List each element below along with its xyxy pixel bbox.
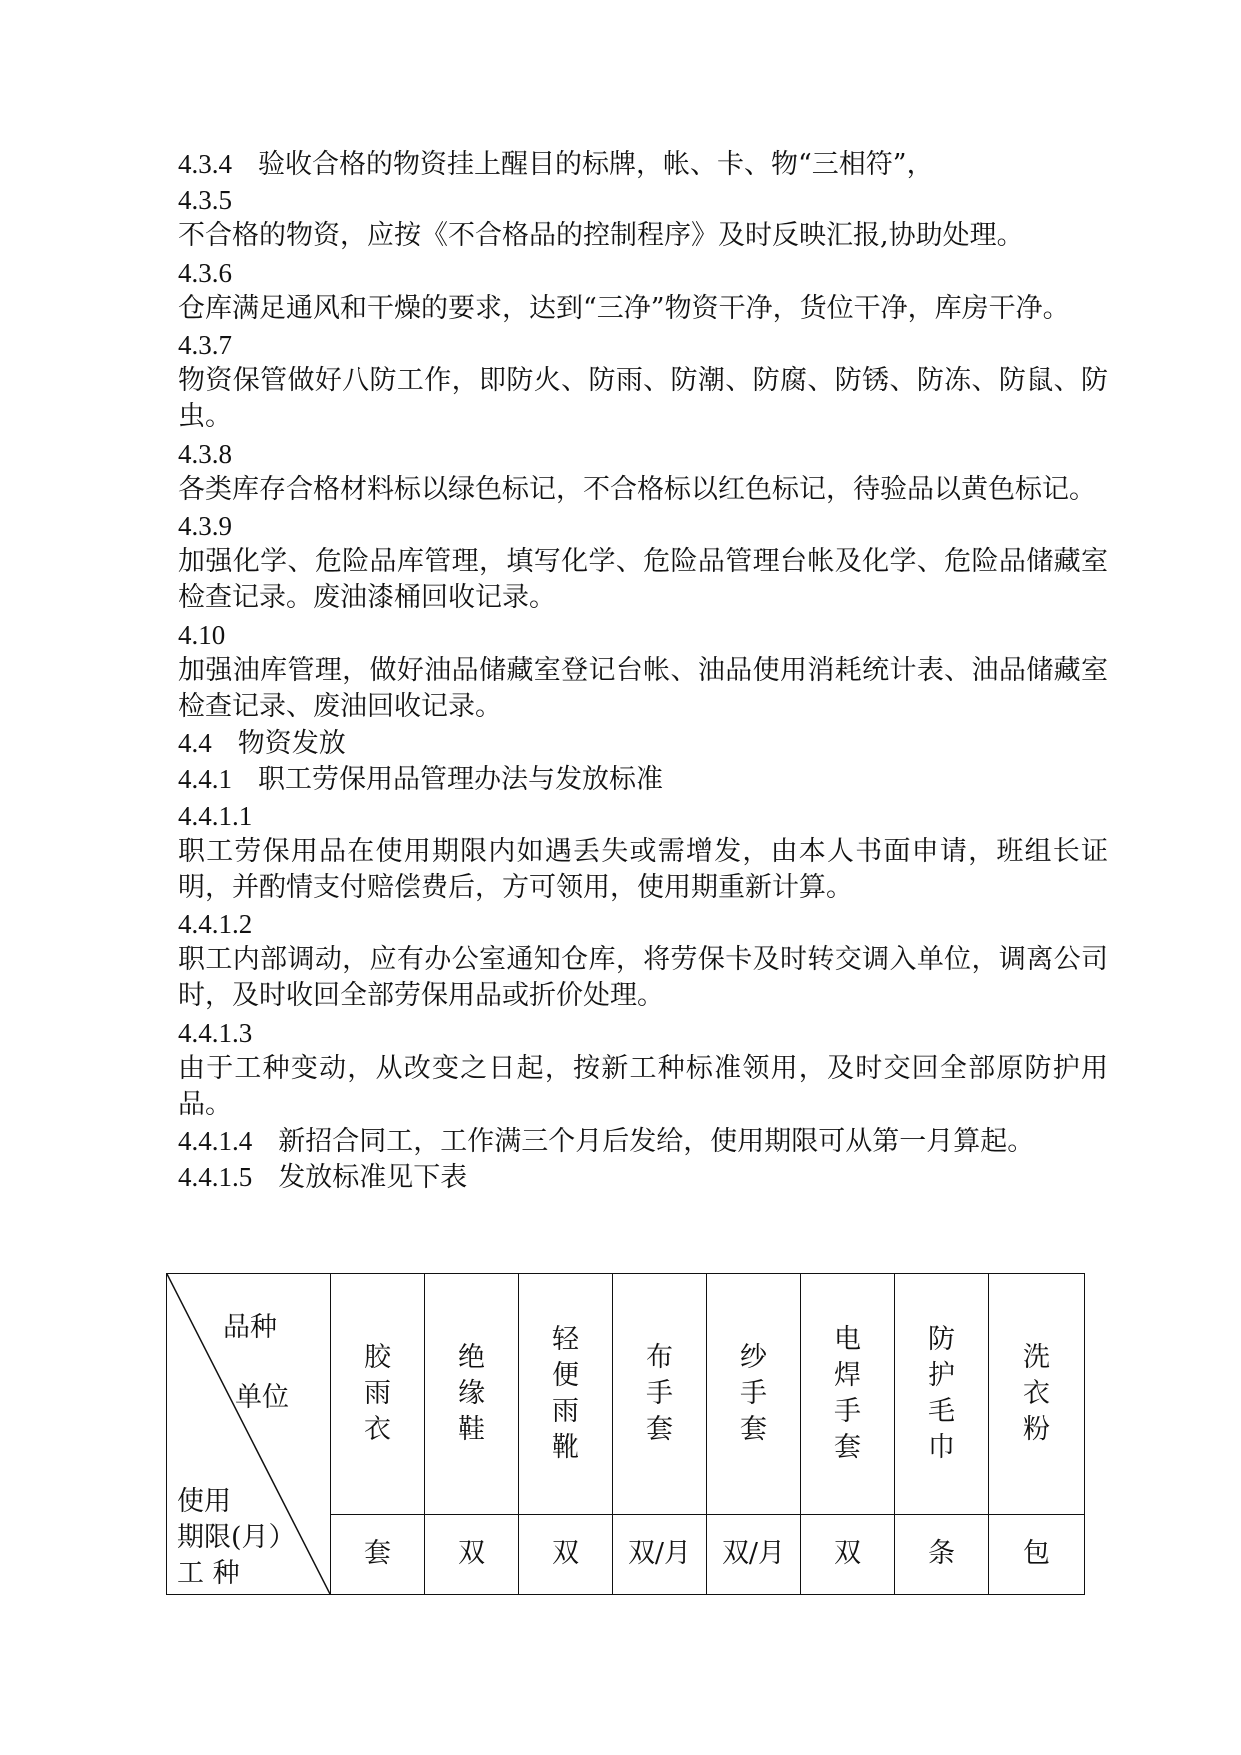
section-text: 职工劳保用品在使用期限内如遇丢失或需增发，由本人书面申请，班组长证明，并酌情支付赔偿费后，方可领用，使用期重新计算。	[178, 835, 1108, 903]
section-4-4-1-5	[178, 1159, 1108, 1195]
distribution-standard-table	[166, 1273, 1084, 1595]
section-number: 4.3.5	[178, 185, 232, 216]
header-category-label: 品种	[223, 1312, 277, 1343]
section-text: 物资发放	[237, 728, 346, 760]
item-unit-cell: 双/月	[613, 1514, 707, 1594]
section-number: 4.10	[178, 619, 226, 650]
item-name: 纱手套	[740, 1341, 767, 1445]
item-unit-cell: 双	[801, 1514, 895, 1594]
section-4-3-4	[178, 146, 1108, 182]
section-number-line	[178, 436, 1108, 472]
section-number-line	[178, 182, 1108, 218]
item-name-cell	[989, 1274, 1085, 1515]
section-text: 加强油库管理，做好油品储藏室登记台帐、油品使用消耗统计表、油品储藏室检查记录、废油回收记录。	[178, 654, 1108, 722]
section-number: 4.4.1.2	[178, 909, 253, 940]
header-line: 使用	[177, 1486, 231, 1517]
item-unit-cell: 双	[519, 1514, 613, 1594]
header-unit-label: 单位	[235, 1382, 289, 1413]
item-unit-cell: 双	[425, 1514, 519, 1594]
section-4-4	[178, 725, 1108, 761]
section-number: 4.3.6	[178, 257, 232, 288]
item-name-cell	[613, 1274, 707, 1515]
section-number: 4.4.1.4	[178, 1126, 253, 1157]
item-name: 防护毛巾	[928, 1323, 955, 1463]
item-name-cell	[895, 1274, 989, 1515]
section-number: 4.4.1.1	[178, 800, 253, 831]
section-text: 验收合格的物资挂上醒目的标牌，帐、卡、物“三相符”，	[258, 149, 934, 180]
section-4-4-1	[178, 761, 1108, 797]
header-line: 期限(月）	[177, 1522, 296, 1553]
section-text: 不合格的物资，应按《不合格品的控制程序》及时反映汇报,协助处理。	[178, 220, 1024, 252]
item-name: 轻便雨靴	[552, 1323, 579, 1463]
item-name-cell	[707, 1274, 801, 1515]
section-text: 仓库满足通风和干燥的要求，达到“三净”物资干净，货位干净，库房干净。	[178, 292, 1070, 324]
section-text: 由于工种变动，从改变之日起，按新工种标准领用，及时交回全部原防护用品。	[178, 1052, 1108, 1121]
section-number: 4.4	[178, 728, 212, 759]
section-text: 加强化学、危险品库管理，填写化学、危险品管理台帐及化学、危险品储藏室检查记录。废油漆桶回收记录。	[178, 546, 1108, 614]
section-number: 4.4.1.5	[178, 1162, 253, 1193]
section-text: 物资保管做好八防工作，即防火、防雨、防潮、防腐、防锈、防冻、防鼠、防虫。	[178, 365, 1108, 433]
section-number: 4.3.9	[178, 510, 232, 541]
section-text: 各类库存合格材料标以绿色标记，不合格标以红色标记，待验品以黄色标记。	[178, 473, 1096, 505]
item-name: 胶雨衣	[364, 1341, 391, 1445]
item-name: 绝缘鞋	[458, 1341, 485, 1445]
section-text: 职工劳保用品管理办法与发放标准	[258, 764, 663, 796]
section-number-line	[178, 327, 1108, 363]
header-line: 工 种	[177, 1558, 240, 1589]
section-text: 职工内部调动，应有办公室通知仓库，将劳保卡及时转交调入单位，调离公司时，及时收回全部劳保用品或折价处理。	[178, 944, 1108, 1012]
item-name-cell	[425, 1274, 519, 1515]
section-4-4-1-4	[178, 1123, 1108, 1159]
standard-table	[166, 1273, 1085, 1595]
section-number-line	[178, 1015, 1108, 1051]
item-name: 电焊手套	[834, 1323, 861, 1463]
item-name-cell	[519, 1274, 613, 1515]
item-unit-cell: 套	[331, 1514, 425, 1594]
section-text: 新招合同工，工作满三个月后发给，使用期限可从第一月算起。	[278, 1126, 1035, 1158]
header-period-worktype-label	[177, 1484, 296, 1592]
item-unit-cell: 双/月	[707, 1514, 801, 1594]
section-number: 4.4.1.3	[178, 1017, 253, 1048]
item-name-cell	[331, 1274, 425, 1515]
item-unit-cell: 条	[895, 1514, 989, 1594]
section-number: 4.4.1	[178, 764, 232, 795]
body-text	[178, 146, 1108, 1196]
table-header-diagonal-cell	[167, 1274, 331, 1595]
section-number: 4.3.8	[178, 438, 232, 469]
section-number-line	[178, 255, 1108, 291]
item-name-cell	[801, 1274, 895, 1515]
item-unit-cell: 包	[989, 1514, 1085, 1594]
item-name: 布手套	[646, 1341, 673, 1445]
item-name: 洗衣粉	[1023, 1341, 1050, 1445]
section-number-line	[178, 798, 1108, 834]
section-number-line	[178, 508, 1108, 544]
section-number-line	[178, 617, 1108, 653]
section-text: 发放标准见下表	[278, 1162, 468, 1194]
section-number-line	[178, 906, 1108, 942]
section-number: 4.3.7	[178, 329, 232, 360]
section-number: 4.3.4	[178, 149, 232, 179]
